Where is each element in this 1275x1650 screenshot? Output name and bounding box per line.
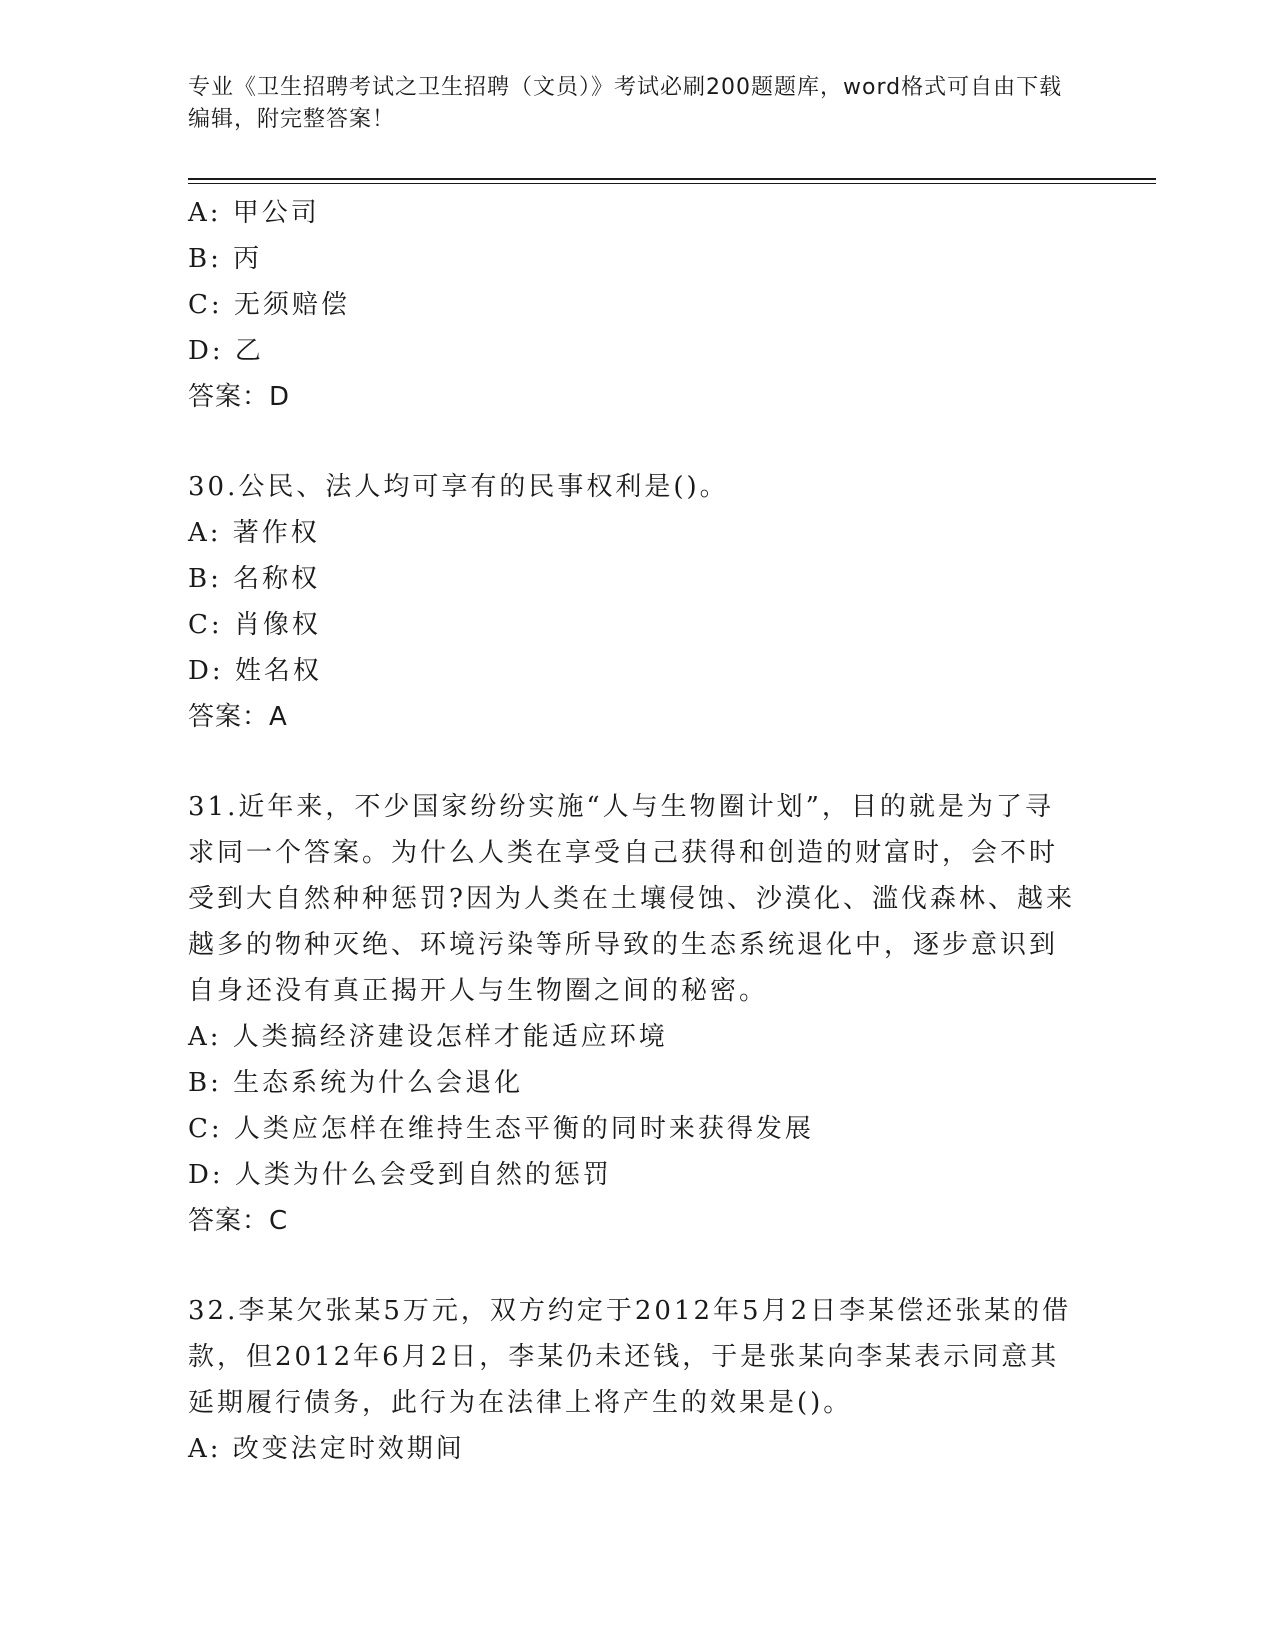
option-d: D: 乙 xyxy=(188,336,264,366)
option-a: A: 改变法定时效期间 xyxy=(188,1434,465,1464)
option-d: D: 人类为什么会受到自然的惩罚 xyxy=(188,1160,612,1190)
question-32 xyxy=(188,1288,1078,1472)
option-a: A: 人类搞经济建设怎样才能适应环境 xyxy=(188,1022,668,1052)
option-c: C: 肖像权 xyxy=(188,610,321,640)
document-header xyxy=(188,72,1068,136)
option-a: A: 著作权 xyxy=(188,518,320,548)
question-31 xyxy=(188,784,1078,1244)
header-title: 专业《卫生招聘考试之卫生招聘（文员）》考试必刷200题题库，word格式可自由下载编辑，附完整答案！ xyxy=(188,75,1063,132)
option-c: C: 无须赔偿 xyxy=(188,290,350,320)
header-rule-thin xyxy=(188,183,1156,184)
spacer xyxy=(188,740,1078,784)
question-stem: 32.李某欠张某5万元，双方约定于2012年5月2日李某偿还张某的借款，但2012年6月2日，李某仍未还钱，于是张某向李某表示同意其延期履行债务，此行为在法律上将产生的效果是()。 xyxy=(188,1296,1072,1418)
answer-line: 答案：A xyxy=(188,702,288,732)
answer-line: 答案：C xyxy=(188,1206,289,1236)
option-d: D: 姓名权 xyxy=(188,656,322,686)
question-stem: 31.近年来，不少国家纷纷实施“人与生物圈计划”，目的就是为了寻求同一个答案。为什么人类在享受自己获得和创造的财富时，会不时受到大自然种种惩罚?因为人类在土壤侵蚀、沙漠化、滥伐森林、越来越多的物种灭绝、环境污染等所导致的生态系统退化中，逐步意识到自身还没有真正揭开人与生物圈之间的秘密。 xyxy=(188,792,1075,1006)
spacer xyxy=(188,420,1078,464)
question-content xyxy=(188,190,1078,1472)
answer-line: 答案：D xyxy=(188,382,291,412)
question-29-remainder xyxy=(188,190,1078,420)
option-b: B: 生态系统为什么会退化 xyxy=(188,1068,524,1098)
question-30 xyxy=(188,464,1078,740)
option-b: B: 名称权 xyxy=(188,564,321,594)
option-a: A: 甲公司 xyxy=(188,198,320,228)
header-rule-thick xyxy=(188,178,1156,180)
option-b: B: 丙 xyxy=(188,244,263,274)
question-stem: 30.公民、法人均可享有的民事权利是()。 xyxy=(188,472,729,502)
option-c: C: 人类应怎样在维持生态平衡的同时来获得发展 xyxy=(188,1114,814,1144)
spacer xyxy=(188,1244,1078,1288)
